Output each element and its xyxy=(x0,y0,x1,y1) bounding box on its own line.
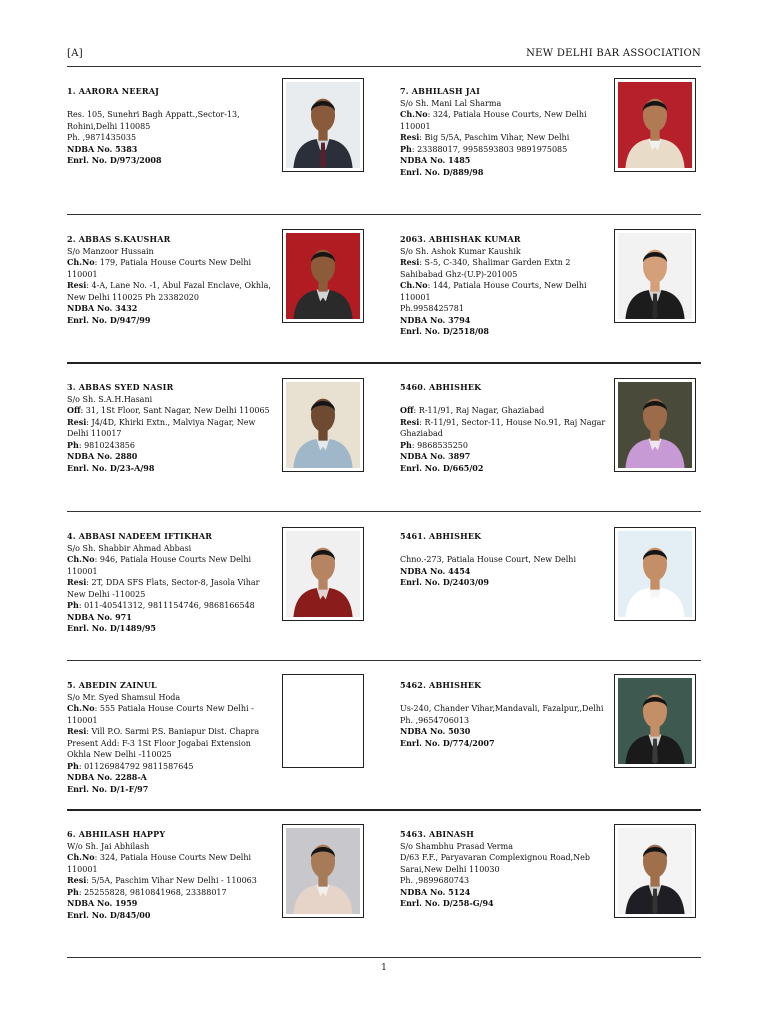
entry-line xyxy=(400,155,610,167)
field-value: Sahibabad Ghz-(U.P)-201005 xyxy=(400,269,518,279)
header-rule xyxy=(67,66,701,67)
entry-line xyxy=(67,292,277,304)
field-value: : 2T, DDA SFS Flats, Sector-8, Jasola Vihar xyxy=(86,578,260,587)
field-label: Enrl. No. D/1-F/97 xyxy=(67,783,149,794)
entry-line xyxy=(400,246,610,258)
field-label: Enrl. No. D/665/02 xyxy=(400,462,484,473)
portrait-icon xyxy=(286,382,360,468)
entry-line xyxy=(400,417,610,429)
field-value: 110001 xyxy=(67,269,98,279)
field-label: NDBA No. 2288-A xyxy=(67,772,147,782)
field-label: Resi xyxy=(400,132,420,142)
member-name: 2. ABBAS S.KAUSHAR xyxy=(67,234,171,244)
field-value: Delhi 110017 xyxy=(67,429,122,438)
row-divider xyxy=(67,362,701,364)
member-name: 4. ABBASI NADEEM IFTIKHAR xyxy=(67,531,213,541)
row-divider xyxy=(67,214,701,215)
entry-line xyxy=(400,394,610,406)
field-value: : 179, Patiala House Courts New Delhi xyxy=(94,258,252,267)
field-value: 110001 xyxy=(67,566,98,576)
field-value: Us-240, Chander Vihar,Mandavali, Fazalpur,,Delhi xyxy=(400,704,604,713)
field-value: S/o Sh. Shabbir Ahmad Abbasi xyxy=(67,543,192,553)
member-name: 3. ABBAS SYED NASIR xyxy=(67,382,174,392)
entry-line xyxy=(400,167,610,179)
field-value: S/o Mr. Syed Shamsul Hoda xyxy=(67,692,181,702)
field-label: Ph xyxy=(400,439,412,450)
field-value: : 9868535250 xyxy=(411,440,468,450)
field-label: NDBA No. 5124 xyxy=(400,886,471,897)
field-value: W/o Sh. Jai Abhilash xyxy=(67,841,150,851)
directory-entry xyxy=(400,531,610,589)
field-label: Resi xyxy=(67,875,87,885)
entry-line xyxy=(67,121,277,133)
entry-line xyxy=(400,292,610,304)
page-header xyxy=(67,48,701,66)
field-value: : S-5, C-340, Shalimar Garden Extn 2 xyxy=(419,258,571,267)
member-photo xyxy=(282,824,364,918)
photo-placeholder xyxy=(282,674,364,768)
page-number: 1 xyxy=(381,963,387,973)
entry-line xyxy=(67,692,277,704)
field-value: : 4-A, Lane No. -1, Abul Fazal Enclave, Okhla, xyxy=(86,281,271,290)
entry-line xyxy=(400,715,610,727)
member-photo xyxy=(614,78,696,172)
member-photo xyxy=(282,78,364,172)
entry-line xyxy=(67,589,277,601)
entry-line xyxy=(400,144,610,156)
directory-entry xyxy=(400,829,610,910)
field-value: : 25255828, 9810841968, 23388017 xyxy=(78,887,227,897)
field-value: 110001 xyxy=(67,715,98,725)
entry-line xyxy=(400,738,610,750)
entry-line xyxy=(67,280,277,292)
field-label: Ch.No xyxy=(67,852,95,862)
entry-line xyxy=(67,600,277,612)
field-value: Ph. ,9871435035 xyxy=(67,133,137,142)
directory-entry xyxy=(67,531,277,635)
entry-line xyxy=(400,554,610,566)
member-photo xyxy=(282,229,364,323)
entry-line xyxy=(400,269,610,281)
directory-entry xyxy=(67,234,277,326)
entry-line xyxy=(400,577,610,589)
entry-line xyxy=(400,405,610,417)
portrait-icon xyxy=(286,82,360,168)
member-photo xyxy=(614,527,696,621)
field-value: : 31, 1St Floor, Sant Nagar, New Delhi 110065 xyxy=(80,406,270,415)
field-value: : R-11/91, Sector-11, House No.91, Raj Nagar xyxy=(419,417,606,427)
field-label: Resi xyxy=(67,577,87,587)
portrait-icon xyxy=(286,233,360,319)
field-value: Okhla New Delhi -110025 xyxy=(67,750,172,759)
entry-line xyxy=(400,121,610,133)
entry-line xyxy=(67,246,277,258)
field-label: Resi xyxy=(67,416,87,427)
entry-line xyxy=(67,315,277,327)
member-name: 5463. ABINASH xyxy=(400,829,475,839)
entry-line xyxy=(67,440,277,452)
entry-line xyxy=(400,841,610,853)
entry-line xyxy=(400,98,610,110)
field-value: Chno.-273, Patiala House Court, New Delhi xyxy=(400,555,576,564)
member-name: 7. ABHILASH JAI xyxy=(400,86,481,96)
entry-line xyxy=(67,864,277,876)
field-value: Ph.9958425781 xyxy=(400,304,464,313)
entry-line xyxy=(67,738,277,750)
field-value: New Delhi 110025 Ph 23382020 xyxy=(67,292,199,302)
portrait-icon xyxy=(286,828,360,914)
field-value: : 23388017, 9958593803 9891975085 xyxy=(411,144,568,154)
field-label: Ch.No xyxy=(400,109,428,119)
entry-line xyxy=(400,566,610,578)
field-value: Sarai,New Delhi 110030 xyxy=(400,864,500,874)
member-photo xyxy=(614,824,696,918)
row-divider xyxy=(67,809,701,811)
field-value: 110001 xyxy=(400,121,431,131)
field-value: S/o Manzoor Hussain xyxy=(67,246,154,256)
member-name: 6. ABHILASH HAPPY xyxy=(67,829,166,839)
entry-line xyxy=(400,543,610,555)
directory-entry xyxy=(67,829,277,921)
entry-line xyxy=(400,326,610,338)
entry-line xyxy=(67,109,277,121)
field-label: Enrl. No. D/947/99 xyxy=(67,314,151,325)
entry-line xyxy=(400,280,610,292)
entry-line xyxy=(67,463,277,475)
entry-line xyxy=(67,841,277,853)
portrait-icon xyxy=(286,531,360,617)
member-photo xyxy=(282,527,364,621)
entry-line xyxy=(67,577,277,589)
row-divider xyxy=(67,660,701,661)
entry-line xyxy=(67,910,277,922)
field-value: S/o Sh. Ashok Kumar Kaushik xyxy=(400,246,521,256)
entry-line xyxy=(67,428,277,440)
entry-line xyxy=(67,451,277,463)
field-label: Enrl. No. D/845/00 xyxy=(67,909,151,920)
field-value: : 01126984792 9811587645 xyxy=(78,761,194,771)
entry-line xyxy=(400,726,610,738)
field-value: Ph. ,9654706013 xyxy=(400,715,470,725)
entry-line xyxy=(400,451,610,463)
field-value: New Delhi -110025 xyxy=(67,589,146,599)
directory-entry xyxy=(67,680,277,795)
entry-line xyxy=(67,761,277,773)
field-label: NDBA No. 4454 xyxy=(400,565,471,576)
entry-line xyxy=(67,898,277,910)
field-value: : R-11/91, Raj Nagar, Ghaziabad xyxy=(413,406,545,415)
field-label: Ch.No xyxy=(67,554,95,564)
portrait-icon xyxy=(618,82,692,168)
field-value: : 324, Patiala House Courts, New Delhi xyxy=(427,110,587,119)
field-label: Resi xyxy=(400,257,420,267)
field-label: Off xyxy=(67,405,81,415)
entry-line xyxy=(400,315,610,327)
directory-entry xyxy=(400,234,610,338)
entry-line xyxy=(400,463,610,475)
field-value: 110001 xyxy=(400,292,431,302)
field-value: : 555 Patiala House Courts New Delhi - xyxy=(94,704,254,713)
field-value: : Vill P.O. Sarmi P.S. Baniapur Dist. Chapra xyxy=(86,727,260,736)
field-value: : 946, Patiala House Courts New Delhi xyxy=(94,555,252,564)
field-value: : 144, Patiala House Courts, New Delhi xyxy=(427,281,587,290)
field-label: Enrl. No. D/973/2008 xyxy=(67,155,162,165)
entry-line xyxy=(67,132,277,144)
entry-line xyxy=(67,144,277,156)
entry-line xyxy=(67,772,277,784)
entry-line xyxy=(67,566,277,578)
member-photo xyxy=(614,229,696,323)
field-label: NDBA No. 3432 xyxy=(67,303,138,313)
field-label: NDBA No. 2880 xyxy=(67,451,138,461)
directory-entry xyxy=(400,680,610,749)
field-label: NDBA No. 1485 xyxy=(400,155,471,165)
entry-line xyxy=(67,875,277,887)
field-label: NDBA No. 3897 xyxy=(400,451,471,461)
directory-entry xyxy=(67,86,277,167)
entry-line xyxy=(400,887,610,899)
field-label: Resi xyxy=(67,726,87,736)
member-name: 1. AARORA NEERAJ xyxy=(67,86,160,96)
field-label: Enrl. No. D/889/98 xyxy=(400,166,484,177)
entry-line xyxy=(400,257,610,269)
member-name: 5460. ABHISHEK xyxy=(400,382,482,392)
entry-line xyxy=(400,852,610,864)
entry-line xyxy=(400,864,610,876)
entry-line xyxy=(400,109,610,121)
entry-line xyxy=(400,898,610,910)
entry-line xyxy=(67,269,277,281)
entry-line xyxy=(67,703,277,715)
entry-line xyxy=(400,703,610,715)
entry-line xyxy=(67,543,277,555)
entry-line xyxy=(67,612,277,624)
field-label: NDBA No. 5383 xyxy=(67,143,138,154)
directory-entry xyxy=(400,86,610,178)
directory-entry xyxy=(400,382,610,474)
member-name: 5. ABEDIN ZAINUL xyxy=(67,680,157,690)
row-divider xyxy=(67,511,701,512)
entry-line xyxy=(400,692,610,704)
field-label: Enrl. No. D/1489/95 xyxy=(67,623,156,633)
association-title: NEW DELHI BAR ASSOCIATION xyxy=(526,48,701,59)
field-value: : 324, Patiala House Courts New Delhi xyxy=(94,853,252,862)
entry-line xyxy=(400,440,610,452)
entry-line xyxy=(67,417,277,429)
field-value: Ph. ,9899680743 xyxy=(400,876,470,885)
footer-rule xyxy=(67,957,701,958)
entry-line xyxy=(400,428,610,440)
field-value: 110001 xyxy=(67,864,98,874)
field-label: Ph xyxy=(67,439,79,450)
field-value: : Big 5/5A, Paschim Vihar, New Delhi xyxy=(419,133,570,142)
field-value: Ghaziabad xyxy=(400,429,443,438)
field-label: NDBA No. 1959 xyxy=(67,898,138,908)
field-label: Ph xyxy=(67,760,79,771)
entry-line xyxy=(67,98,277,110)
field-label: Ch.No xyxy=(67,257,95,267)
field-value: S/o Sh. Mani Lal Sharma xyxy=(400,98,502,108)
entry-line xyxy=(67,749,277,761)
entry-line xyxy=(67,784,277,796)
entry-line xyxy=(67,623,277,635)
member-photo xyxy=(614,378,696,472)
field-label: Resi xyxy=(67,280,87,290)
field-label: NDBA No. 971 xyxy=(67,611,132,622)
entry-line xyxy=(67,303,277,315)
field-value: : 5/5A, Paschim Vihar New Delhi - 110063 xyxy=(86,876,257,885)
field-value: Res. 105, Sunehri Bagh Appatt.,Sector-13, xyxy=(67,110,240,119)
entry-line xyxy=(67,852,277,864)
entry-line xyxy=(67,405,277,417)
entry-line xyxy=(67,155,277,167)
field-label: Enrl. No. D/774/2007 xyxy=(400,737,495,748)
member-name: 2063. ABHISHAK KUMAR xyxy=(400,234,521,244)
field-value: : 9810243856 xyxy=(78,440,135,450)
field-value: S/o Sh. S.A.H.Hasani xyxy=(67,394,153,404)
field-label: NDBA No. 3794 xyxy=(400,314,471,325)
entry-line xyxy=(67,715,277,727)
portrait-icon xyxy=(618,828,692,914)
field-value: : J4/4D, Khirki Extn., Malviya Nagar, New xyxy=(86,417,256,427)
field-label: Enrl. No. D/2518/08 xyxy=(400,326,489,336)
portrait-icon xyxy=(618,382,692,468)
portrait-icon xyxy=(618,678,692,764)
field-label: Off xyxy=(400,405,414,415)
field-label: Ph xyxy=(67,600,79,610)
field-label: Resi xyxy=(400,416,420,427)
member-name: 5462. ABHISHEK xyxy=(400,680,482,690)
entry-line xyxy=(67,887,277,899)
entry-line xyxy=(400,303,610,315)
field-label: Ch.No xyxy=(400,280,428,290)
entry-line xyxy=(67,257,277,269)
portrait-icon xyxy=(618,531,692,617)
field-label: NDBA No. 5030 xyxy=(400,726,471,736)
field-value: S/o Shambhu Prasad Verma xyxy=(400,841,513,851)
field-value: Present Add: F-3 1St Floor Jogabai Extension xyxy=(67,738,251,748)
member-photo xyxy=(614,674,696,768)
field-label: Ch.No xyxy=(67,703,95,713)
field-value: D/63 F.F., Paryavaran Complexignou Road,Neb xyxy=(400,853,591,862)
field-value: : 011-40541312, 9811154746, 9868166548 xyxy=(78,601,255,610)
directory-entry xyxy=(67,382,277,474)
entry-line xyxy=(67,726,277,738)
field-label: Ph xyxy=(67,886,79,897)
field-label: Enrl. No. D/2403/09 xyxy=(400,577,489,587)
field-label: Enrl. No. D/23-A/98 xyxy=(67,462,155,473)
entry-line xyxy=(67,554,277,566)
entry-line xyxy=(400,875,610,887)
portrait-icon xyxy=(618,233,692,319)
field-value: Rohini,Delhi 110085 xyxy=(67,121,151,131)
entry-line xyxy=(400,132,610,144)
field-label: Ph xyxy=(400,143,412,154)
field-label: Enrl. No. D/258-G/94 xyxy=(400,898,494,908)
entry-line xyxy=(67,394,277,406)
member-name: 5461. ABHISHEK xyxy=(400,531,482,541)
section-letter: [A] xyxy=(67,48,83,59)
member-photo xyxy=(282,378,364,472)
